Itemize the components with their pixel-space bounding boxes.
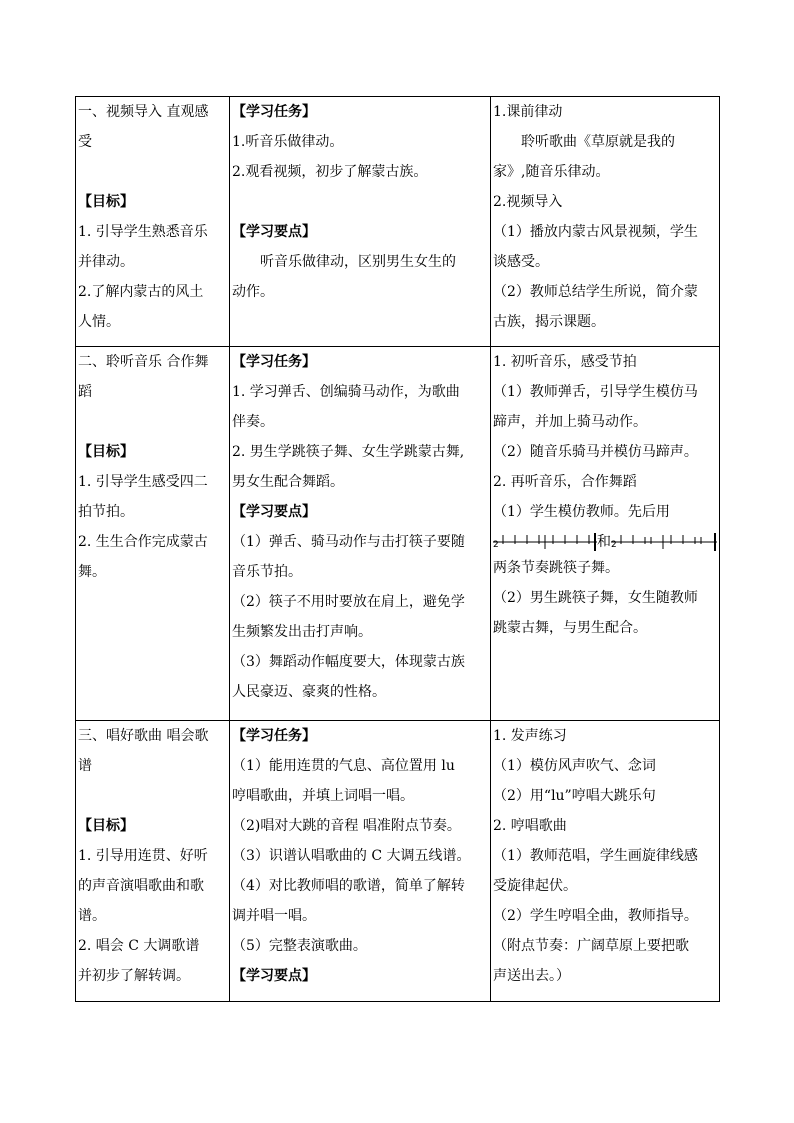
goal-heading: 【目标】 <box>78 444 134 460</box>
process-line: 受旋律起伏。 <box>493 878 577 894</box>
goal-line: 的声音演唱歌曲和歌 <box>78 878 204 894</box>
key-heading: 【学习要点】 <box>232 968 316 984</box>
task-line: （4）对比教师唱的歌谱，简单了解转 <box>232 878 465 894</box>
section-title: 三、唱好歌曲 唱会歌 <box>78 728 209 744</box>
task-line: （1）能用连贯的气息、高位置用 lu <box>232 758 455 774</box>
task-line: （2)唱对大跳的音程 唱准附点节奏。 <box>232 818 461 834</box>
rhythm-connector: 和 <box>597 534 611 550</box>
process-line: 声送出去。） <box>493 968 570 984</box>
task-heading: 【学习任务】 <box>232 354 316 370</box>
goal-line: 人情。 <box>78 314 120 330</box>
key-heading: 【学习要点】 <box>232 224 316 240</box>
table-row <box>76 721 720 1002</box>
goal-line: 1. 引导学生熟悉音乐 <box>78 224 208 240</box>
process-line: 跳蒙古舞，与男生配合。 <box>493 620 647 636</box>
goal-line: 1. 引导用连贯、好听 <box>78 848 208 864</box>
section-title: 蹈 <box>78 384 92 400</box>
process-line: 1. 初听音乐，感受节拍 <box>493 354 637 370</box>
process-line: 1.课前律动 <box>493 104 563 120</box>
section-title: 受 <box>78 134 92 150</box>
process-line: （2）教师总结学生所说，简介蒙 <box>493 284 698 300</box>
task-line: 伴奏。 <box>232 414 274 430</box>
process-cell <box>491 347 720 721</box>
section-title: 谱 <box>78 758 92 774</box>
section-cell <box>76 721 230 1002</box>
section-title: 二、聆听音乐 合作舞 <box>78 354 209 370</box>
process-cell <box>491 97 720 347</box>
process-line: 蹄声，并加上骑马动作。 <box>493 414 647 430</box>
task-line: （3）识谱认唱歌曲的 C 大调五线谱。 <box>232 848 471 864</box>
goal-line: 2.了解内蒙古的风土 <box>78 284 204 300</box>
key-line: （1）弹舌、骑马动作与击打筷子要随 <box>232 534 465 550</box>
table-row <box>76 97 720 347</box>
process-line: 2. 哼唱歌曲 <box>493 818 567 834</box>
task-line: 调并唱一唱。 <box>232 908 316 924</box>
section-cell <box>76 97 230 347</box>
rhythm-notation <box>493 527 717 553</box>
task-cell <box>230 97 491 347</box>
process-line: 谈感受。 <box>493 254 549 270</box>
key-line: 生频繁发出击打声响。 <box>232 624 372 640</box>
task-line: 1. 学习弹舌、创编骑马动作，为歌曲 <box>232 384 460 400</box>
goal-line: 2. 唱会 C 大调歌谱 <box>78 938 200 954</box>
goal-line: 谱。 <box>78 908 106 924</box>
process-line: （2）学生哼唱全曲，教师指导。 <box>493 908 698 924</box>
goal-line: 1. 引导学生感受四二 <box>78 474 208 490</box>
task-line: （5）完整表演歌曲。 <box>232 938 367 954</box>
task-line: 2.观看视频，初步了解蒙古族。 <box>232 164 428 180</box>
svg-text:2: 2 <box>493 540 499 550</box>
key-line: （2）筷子不用时要放在肩上，避免学 <box>232 594 465 610</box>
section-cell <box>76 347 230 721</box>
task-line: 2. 男生学跳筷子舞、女生学跳蒙古舞, <box>232 444 465 460</box>
goal-line: 2. 生生合作完成蒙古 <box>78 534 208 550</box>
goal-heading: 【目标】 <box>78 194 134 210</box>
rhythm-pattern-2-icon <box>611 533 717 551</box>
task-line: 1.听音乐做律动。 <box>232 134 344 150</box>
process-line: 2.视频导入 <box>493 194 563 210</box>
goal-heading: 【目标】 <box>78 818 134 834</box>
task-heading: 【学习任务】 <box>232 104 316 120</box>
table-row <box>76 347 720 721</box>
section-title: 一、视频导入 直观感 <box>78 104 209 120</box>
process-line: 两条节奏跳筷子舞。 <box>493 560 619 576</box>
key-line: 听音乐做律动，区别男生女生的 <box>260 254 456 270</box>
key-line: 动作。 <box>232 284 274 300</box>
task-cell <box>230 347 491 721</box>
process-line: （1）播放内蒙古风景视频，学生 <box>493 224 698 240</box>
rhythm-pattern-1-icon <box>493 533 597 551</box>
task-line: 哼唱歌曲，并填上词唱一唱。 <box>232 788 414 804</box>
process-line: （2）用“lu”哼唱大跳乐句 <box>493 788 656 804</box>
key-heading: 【学习要点】 <box>232 504 316 520</box>
goal-line: 舞。 <box>78 564 106 580</box>
task-line: 男女生配合舞蹈。 <box>232 474 344 490</box>
process-line: 家》,随音乐律动。 <box>493 164 610 180</box>
process-line: （1）模仿风声吹气、念词 <box>493 758 656 774</box>
goal-line: 并律动。 <box>78 254 134 270</box>
process-line: （附点节奏：广阔草原上要把歌 <box>493 938 689 954</box>
process-line: （1）教师弹舌，引导学生模仿马 <box>493 384 698 400</box>
svg-text:2: 2 <box>611 540 617 550</box>
lesson-plan-table <box>75 96 720 1002</box>
process-line: （2）男生跳筷子舞，女生随教师 <box>493 590 698 606</box>
process-line: 2. 再听音乐，合作舞蹈 <box>493 474 637 490</box>
key-line: 音乐节拍。 <box>232 564 302 580</box>
process-line: 1. 发声练习 <box>493 728 567 744</box>
process-line: （1）学生模仿教师。先后用 <box>493 504 670 520</box>
process-cell <box>491 721 720 1002</box>
goal-line: 拍节拍。 <box>78 504 134 520</box>
task-cell <box>230 721 491 1002</box>
key-line: 人民豪迈、豪爽的性格。 <box>232 684 386 700</box>
key-line: （3）舞蹈动作幅度要大，体现蒙古族 <box>232 654 465 670</box>
process-line: 古族，揭示课题。 <box>493 314 605 330</box>
goal-line: 并初步了解转调。 <box>78 968 190 984</box>
process-line: （1）教师范唱，学生画旋律线感 <box>493 848 698 864</box>
task-heading: 【学习任务】 <box>232 728 316 744</box>
process-line: （2）随音乐骑马并模仿马蹄声。 <box>493 444 698 460</box>
process-line: 聆听歌曲《草原就是我的 <box>521 134 675 150</box>
